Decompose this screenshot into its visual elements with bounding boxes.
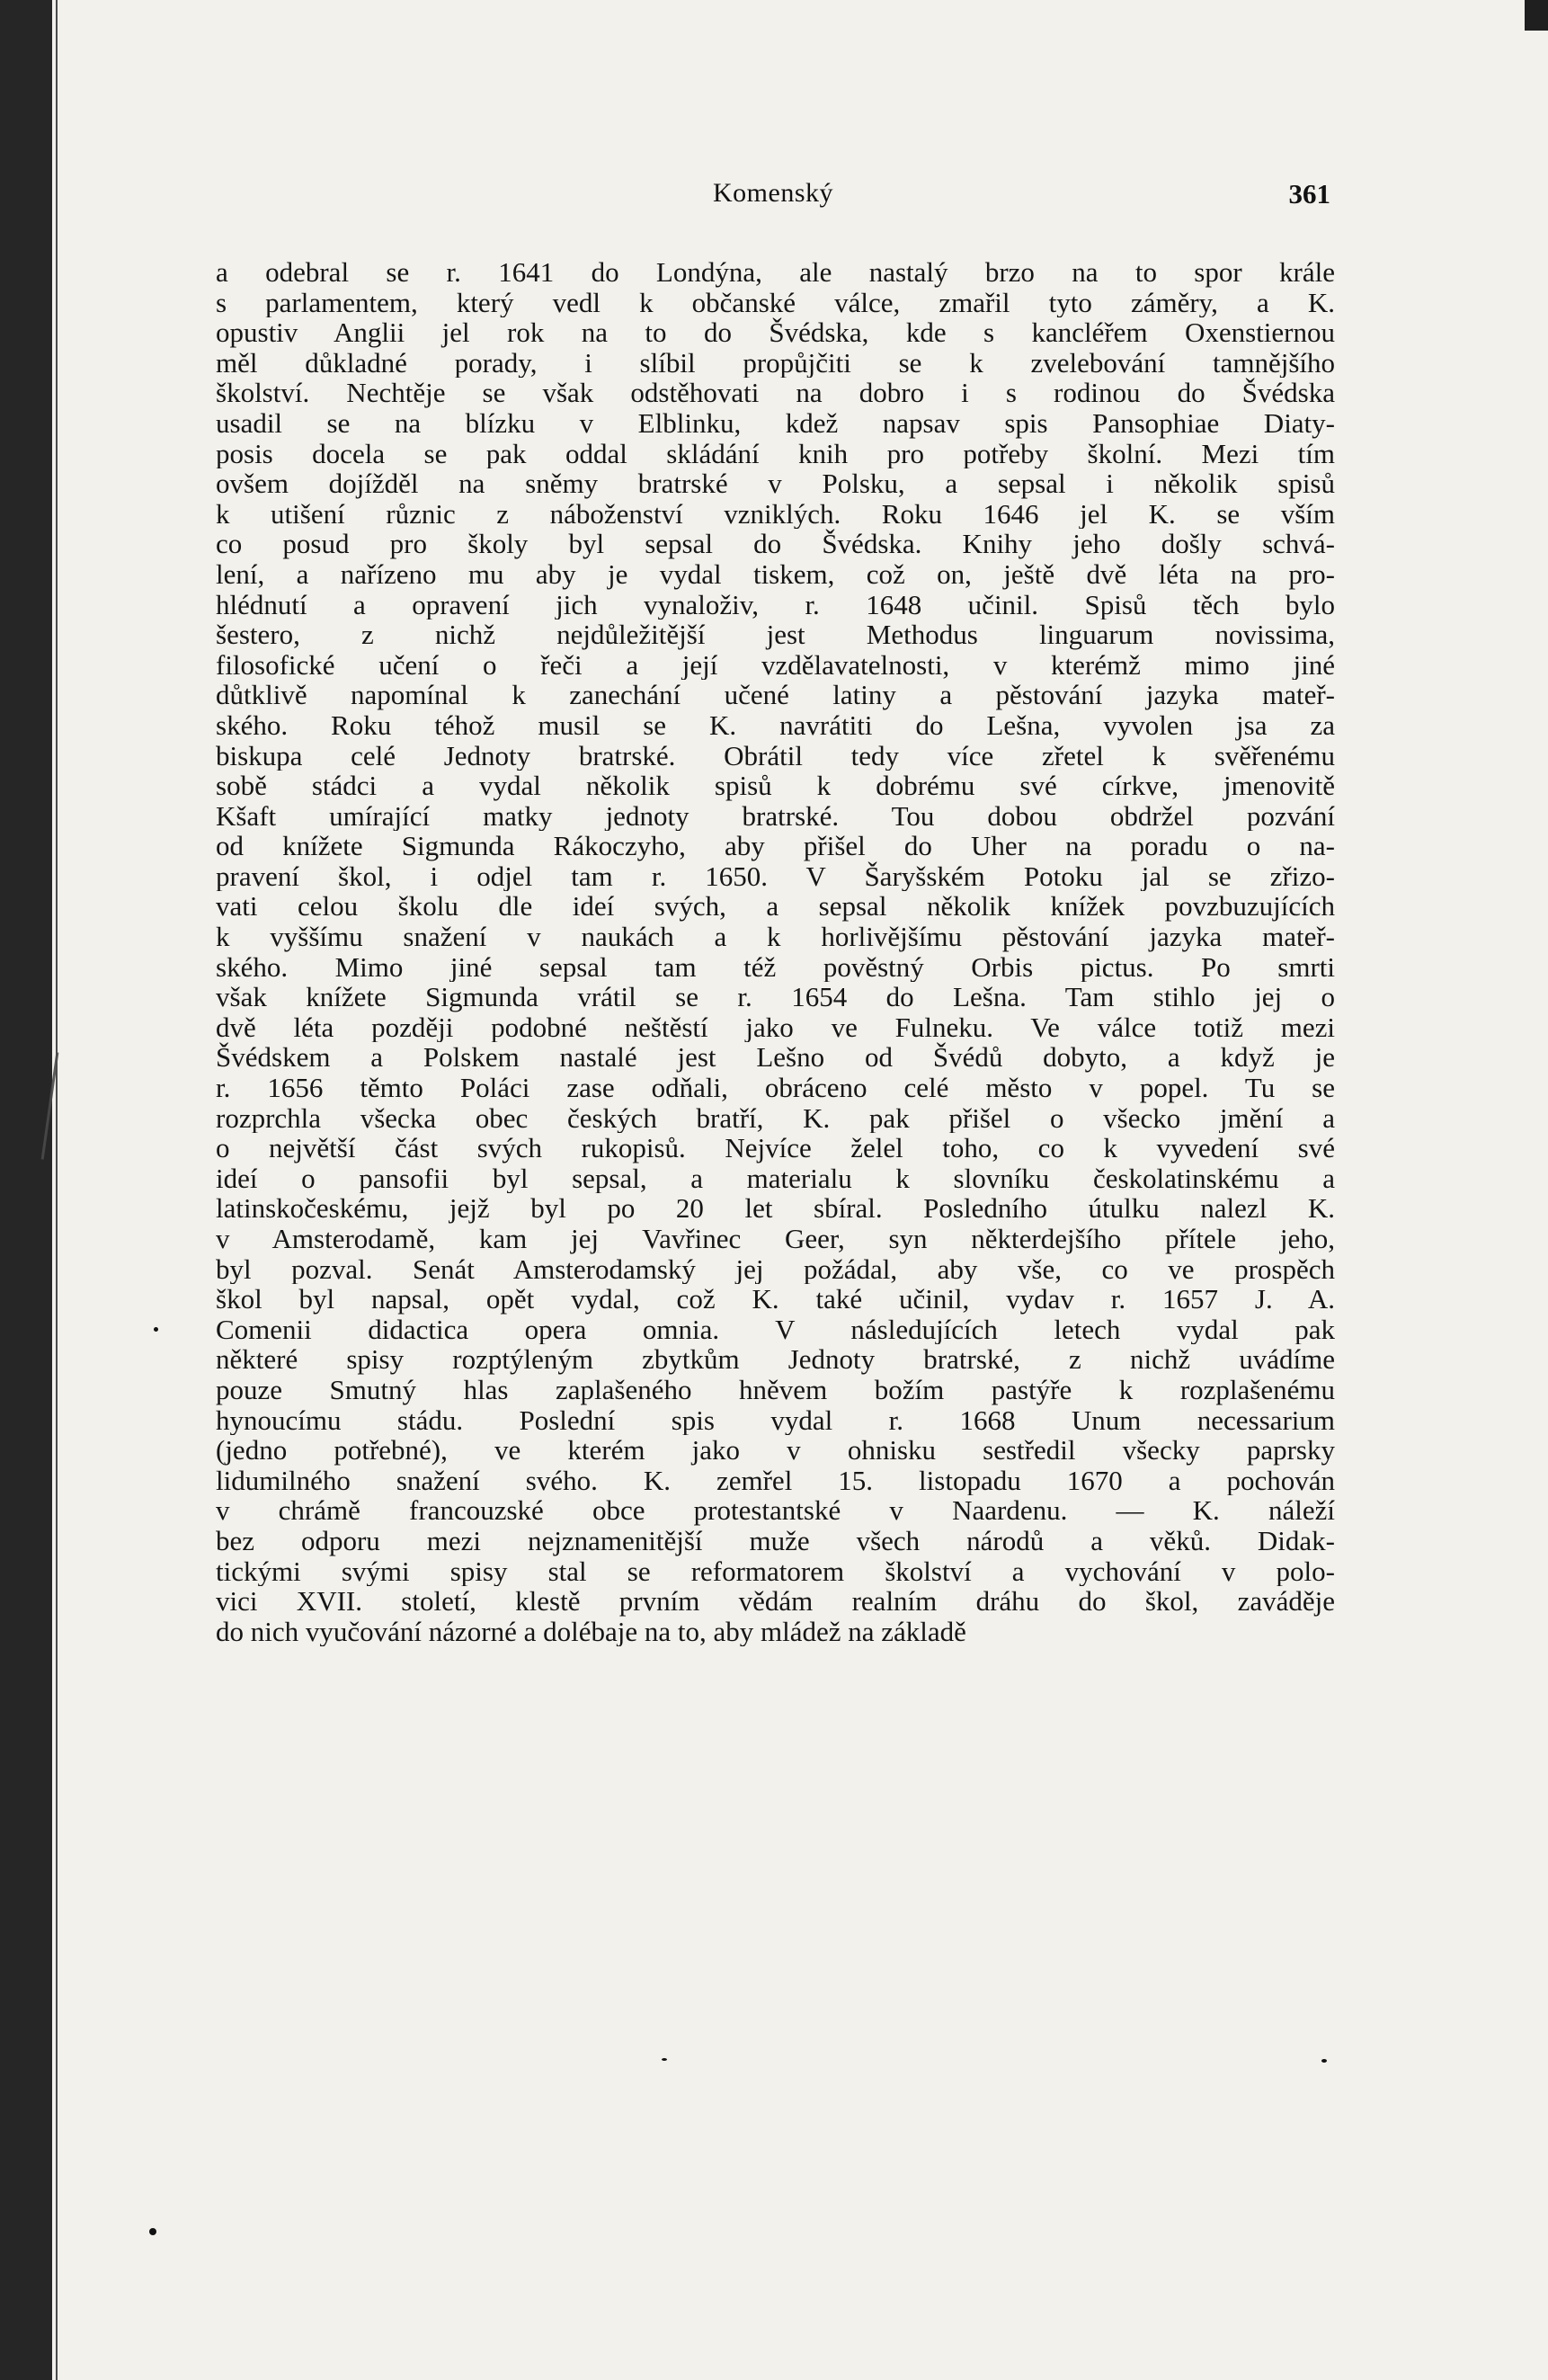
text-line: ovšem dojížděl na sněmy bratrské v Polsku, a sepsal i několik spisů <box>216 468 1335 499</box>
text-line: vati celou školu dle ideí svých, a sepsal několik knížek povzbuzujících <box>216 891 1335 923</box>
header-title: Komenský <box>713 178 833 208</box>
text-line: do nich vyučování názorné a dolébaje na to, aby mládež na základě <box>216 1616 966 1647</box>
ink-speck <box>154 1327 158 1332</box>
text-line: (jedno potřebné), ve kterém jako v ohnisku sestředil všecky paprsky <box>216 1435 1335 1466</box>
text-line: hlédnutí a opravení jich vynaloživ, r. 1648 učinil. Spisů těch bylo <box>216 589 1335 620</box>
text-line: Comenii didactica opera omnia. V následujících letech vydal pak <box>216 1314 1335 1345</box>
running-header <box>216 178 1330 218</box>
text-line: byl pozval. Senát Amsterodamský jej požádal, aby vše, co ve prospěch <box>216 1253 1335 1285</box>
text-line: usadil se na blízku v Elblinku, kdež napsav spis Pansophiae Diaty- <box>216 407 1335 439</box>
text-line: důtklivě napomínal k zanechání učené latiny a pěstování jazyka mateř- <box>216 680 1335 710</box>
text-line: školství. Nechtěje se však odstěhovati na dobro i s rodinou do Švédska <box>216 378 1335 408</box>
ink-speck <box>149 2228 156 2235</box>
text-line: sobě stádci a vydal několik spisů k dobrému své církve, jmenovitě <box>216 771 1335 801</box>
text-line: latinskočeskému, jejž byl po 20 let sbíral. Posledního útulku nalezl K. <box>216 1193 1335 1224</box>
ink-speck <box>662 2058 667 2061</box>
text-line: posis docela se pak oddal skládání knih pro potřeby školní. Mezi tím <box>216 438 1335 469</box>
text-line: od knížete Sigmunda Rákoczyho, aby přišel do Uher na poradu o na- <box>216 831 1335 861</box>
text-line: k utišení různic z náboženství vzniklých. Roku 1646 jel K. se vším <box>216 498 1335 530</box>
text-line: o největší část svých rukopisů. Nejvíce želel toho, co k vyvedení své <box>216 1133 1335 1163</box>
ink-speck <box>1321 2059 1327 2063</box>
text-line: hynoucímu stádu. Poslední spis vydal r. 1668 Unum necessarium <box>216 1404 1335 1436</box>
text-line: ského. Mimo jiné sepsal tam též pověstný Orbis pictus. Po smrti <box>216 951 1335 983</box>
text-line: pravení škol, i odjel tam r. 1650. V Šaryšském Potoku jal se zřizo- <box>216 860 1335 892</box>
text-line: opustiv Anglii jel rok na to do Švédska, kde s kancléřem Oxenstiernou <box>216 317 1335 348</box>
page-edge-line <box>56 0 58 2380</box>
text-line: lení, a nařízeno mu aby je vydal tiskem, což on, ještě dvě léta na pro- <box>216 558 1335 590</box>
text-line: filosofické učení o řeči a její vzdělavatelnosti, v kterémž mimo jiné <box>216 649 1335 681</box>
text-line: lidumilného snažení svého. K. zemřel 15. listopadu 1670 a pochován <box>216 1465 1335 1496</box>
text-line: k vyššímu snažení v naukách a k horlivějšímu pěstování jazyka mateř- <box>216 922 1335 952</box>
text-line: šestero, z nichž nejdůležitější jest Methodus linguarum novissima, <box>216 620 1335 650</box>
body-text <box>216 257 1335 1646</box>
page-number: 361 <box>1288 178 1330 209</box>
text-line: Kšaft umírající matky jednoty bratrské. Tou dobou obdržel pozvání <box>216 800 1335 832</box>
text-line: biskupa celé Jednoty bratrské. Obrátil tedy více zřetel k svěřenému <box>216 740 1335 771</box>
text-line: v Amsterodamě, kam jej Vavřinec Geer, syn některdejšího přítele jeho, <box>216 1224 1335 1254</box>
scan-corner-shadow <box>1525 0 1548 31</box>
scan-left-border <box>0 0 52 2380</box>
text-line: měl důkladné porady, i slíbil propůjčiti se k zvelebování tamnějšího <box>216 347 1335 379</box>
text-line: dvě léta později podobné neštěstí jako ve Fulneku. Ve válce totiž mezi <box>216 1012 1335 1043</box>
text-line: a odebral se r. 1641 do Londýna, ale nastalý brzo na to spor krále <box>216 257 1335 288</box>
text-line: ského. Roku téhož musil se K. navrátiti do Lešna, vyvolen jsa za <box>216 709 1335 741</box>
text-line: pouze Smutný hlas zaplašeného hněvem božím pastýře k rozplašenému <box>216 1374 1335 1405</box>
text-line: rozprchla všecka obec českých bratří, K. pak přišel o všecko jmění a <box>216 1102 1335 1134</box>
text-line: Švédskem a Polskem nastalé jest Lešno od Švédů dobyto, a když je <box>216 1042 1335 1074</box>
text-line: některé spisy rozptýleným zbytkům Jednoty bratrské, z nichž uvádíme <box>216 1344 1335 1375</box>
text-line: co posud pro školy byl sepsal do Švédska. Knihy jeho došly schvá- <box>216 529 1335 559</box>
text-line: s parlamentem, který vedl k občanské válce, zmařil tyto záměry, a K. <box>216 287 1335 318</box>
text-line: ideí o pansofii byl sepsal, a materialu k slovníku českolatinskému a <box>216 1163 1335 1194</box>
text-line: v chrámě francouzské obce protestantské v Naardenu. — K. náleží <box>216 1495 1335 1526</box>
text-line: tickými svými spisy stal se reformatorem školství a vychování v polo- <box>216 1555 1335 1587</box>
text-line: škol byl napsal, opět vydal, což K. také učinil, vydav r. 1657 J. A. <box>216 1284 1335 1315</box>
text-line: však knížete Sigmunda vrátil se r. 1654 do Lešna. Tam stihlo jej o <box>216 982 1335 1012</box>
text-line: r. 1656 těmto Poláci zase odňali, obráceno celé město v popel. Tu se <box>216 1073 1335 1103</box>
text-line: vici XVII. století, klestě prvním vědám realním dráhu do škol, zaváděje <box>216 1586 1335 1617</box>
text-line: bez odporu mezi nejznamenitější muže všech národů a věků. Didak- <box>216 1525 1335 1556</box>
